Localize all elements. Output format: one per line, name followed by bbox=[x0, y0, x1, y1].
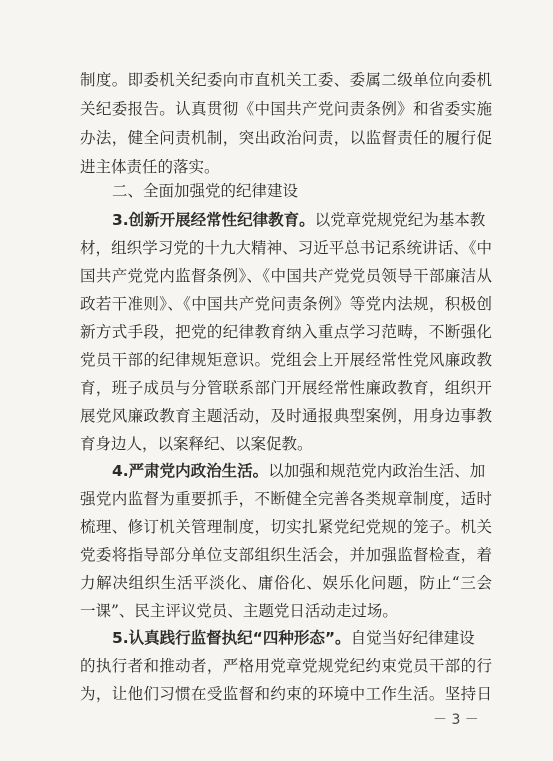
text-line: 展党风廉政教育主题活动，及时通报典型案例，用身边事教 bbox=[80, 407, 492, 425]
text-line: 梳理、修订机关管理制度，切实扎紧党纪党规的笼子。机关 bbox=[80, 518, 492, 536]
text-line: 育身边人，以案释纪、以案促教。 bbox=[80, 435, 313, 453]
page-number: － 3 － bbox=[433, 712, 479, 728]
section-heading: 二、全面加强党的纪律建设 bbox=[112, 182, 299, 200]
text-line: 为，让他们习惯在受监督和约束的环境中工作生活。坚持日 bbox=[80, 685, 492, 703]
text-line: 材，组织学习党的十九大精神、习近平总书记系统讲话、《中 bbox=[80, 239, 492, 257]
item-4-title: 4.严肃党内政治生活。 bbox=[112, 462, 269, 480]
text-line: 育，班子成员与分管联系部门开展经常性廉政教育，组织开 bbox=[80, 379, 492, 397]
item-5-title: 5.认真践行监督执纪“四种形态”。 bbox=[112, 629, 351, 647]
text-line: 制度。即委机关纪委向市直机关工委、委属二级单位向委机 bbox=[80, 71, 492, 89]
item-4-first-line bbox=[112, 461, 492, 481]
text-line: 党委将指导部分单位支部组织生活会，并加强监督检查，着 bbox=[80, 546, 492, 564]
text-line: 关纪委报告。认真贯彻《中国共产党问责条例》和省委实施 bbox=[80, 100, 492, 118]
text-line: 进主体责任的落实。 bbox=[80, 158, 220, 176]
text-line: 党员干部的纪律规矩意识。党组会上开展经常性党风廉政教 bbox=[80, 351, 492, 369]
item-5-first-line bbox=[112, 628, 492, 648]
text-line: 办法，健全问责机制，突出政治问责，以监督责任的履行促 bbox=[80, 129, 492, 147]
text-line: 一课”、民主评议党员、主题党日活动走过场。 bbox=[80, 602, 398, 620]
item-4-first-text: 以加强和规范党内政治生活、加 bbox=[268, 462, 486, 480]
text-line: 的执行者和推动者，严格用党章党规党纪约束党员干部的行 bbox=[80, 657, 492, 675]
text-line: 新方式手段，把党的纪律教育纳入重点学习范畴，不断强化 bbox=[80, 323, 492, 341]
item-5-first-text: 自觉当好纪律建设 bbox=[350, 629, 475, 647]
text-line: 力解决组织生活平淡化、庸俗化、娱乐化问题，防止“三会 bbox=[80, 574, 492, 592]
item-3-first-text: 以党章党规党纪为基本教 bbox=[314, 211, 486, 229]
item-3-first-line bbox=[112, 210, 492, 230]
item-3-title: 3.创新开展经常性纪律教育。 bbox=[112, 211, 315, 229]
text-line: 强党内监督为重要抓手，不断健全完善各类规章制度，适时 bbox=[80, 490, 492, 508]
text-line: 国共产党党内监督条例》、《中国共产党党员领导干部廉洁从 bbox=[80, 267, 492, 285]
text-line: 政若干准则》、《中国共产党问责条例》等党内法规，积极创 bbox=[80, 295, 492, 313]
